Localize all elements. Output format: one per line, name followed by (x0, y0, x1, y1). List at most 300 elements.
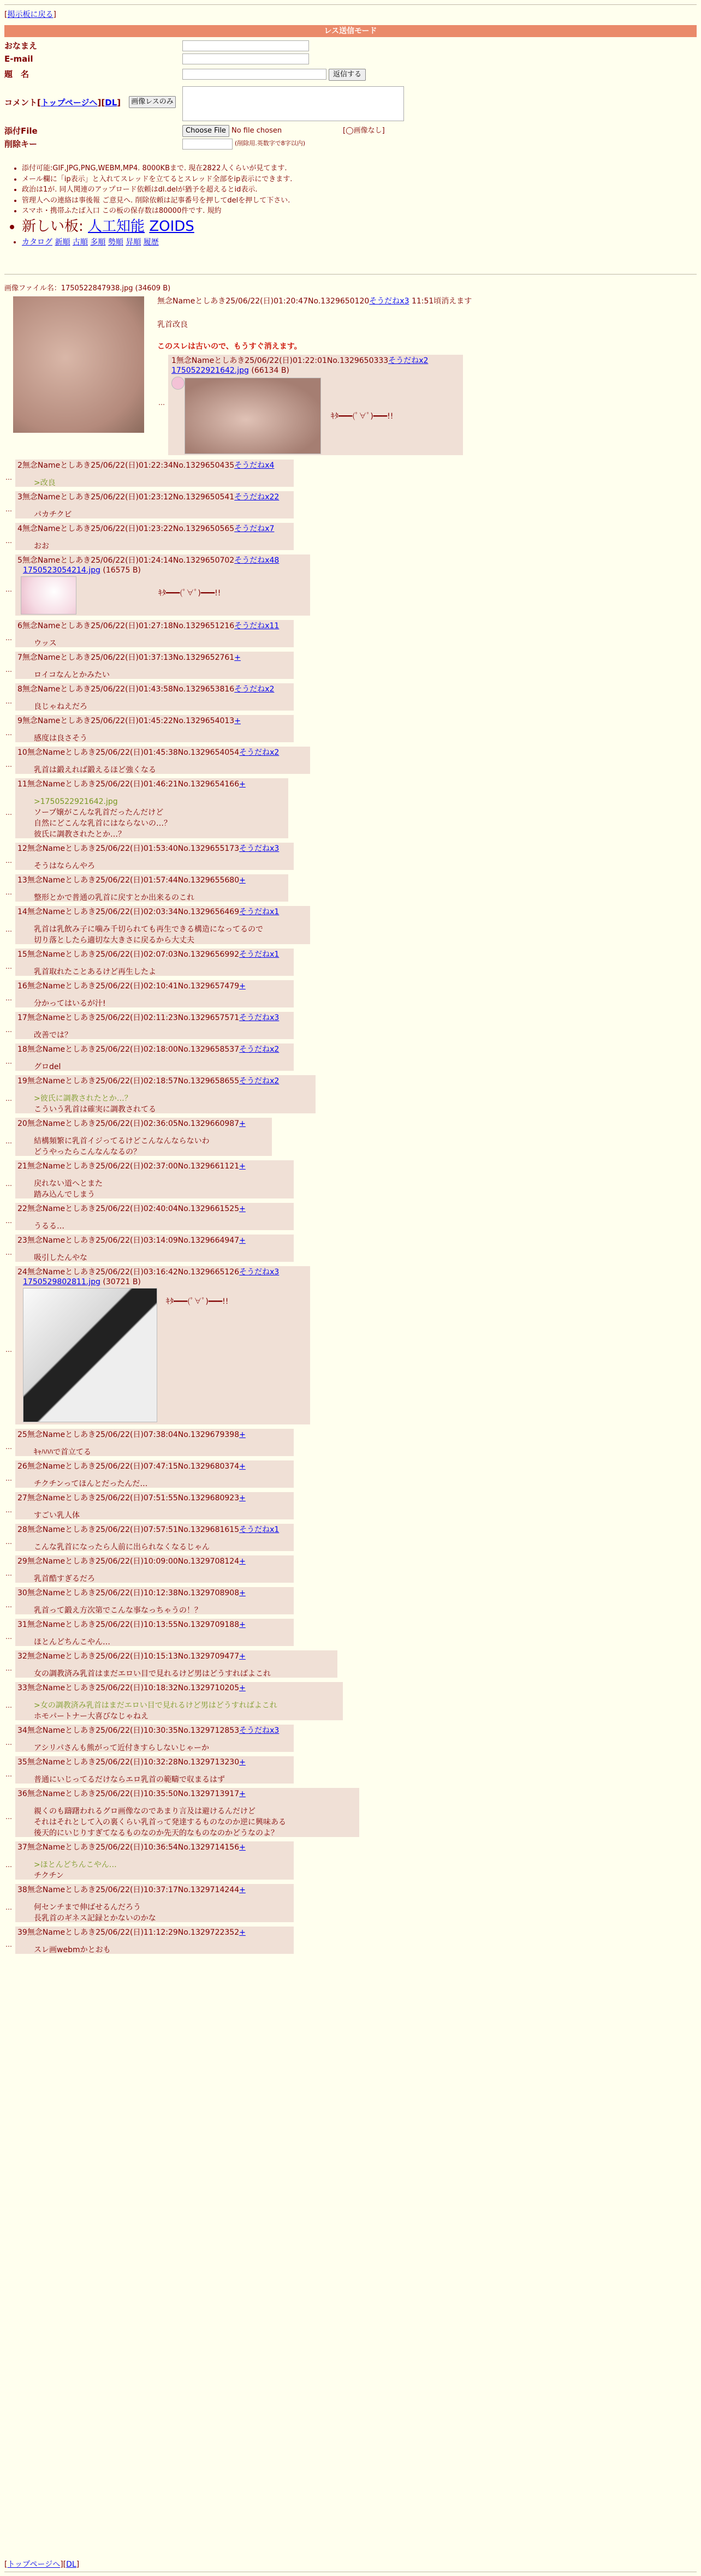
reply-file (23, 1277, 141, 1287)
reply-header-text: 21無念Nameとしあき25/06/22(日)02:37:00No.1329661121 (17, 1162, 240, 1171)
reply-header-text: 15無念Nameとしあき25/06/22(日)02:07:03No.1329656992 (17, 950, 240, 959)
sodane-button[interactable]: そうだねx11 (234, 622, 280, 630)
reply-header (17, 1557, 246, 1567)
reply-header-text: 38無念Nameとしあき25/06/22(日)10:37:17No.1329714244 (17, 1886, 240, 1894)
reply-dots: … (5, 926, 12, 933)
submit-button[interactable]: 返信する (329, 69, 366, 81)
reply-file-link[interactable]: 1750529802811.jpg (23, 1278, 100, 1286)
bottom-top-link[interactable]: トップページへ (7, 2560, 61, 2569)
reply-dots: … (5, 1137, 12, 1145)
sodane-button[interactable]: そうだねx3 (239, 844, 280, 853)
reply-header-text: 4無念Nameとしあき25/06/22(日)01:23:22No.1329650565 (17, 524, 235, 533)
sodane-button[interactable]: + (234, 717, 241, 725)
reply-text: 戻れない道へとまた (34, 1179, 103, 1188)
reply-dots: … (5, 1665, 12, 1672)
sodane-button[interactable]: + (239, 1589, 246, 1597)
reply-header (17, 1430, 246, 1440)
reply-dots: … (5, 1861, 12, 1869)
reply-header-text: 25無念Nameとしあき25/06/22(日)07:38:04No.1329679398 (17, 1430, 240, 1439)
reply-text: スレ画webmかとおも (34, 1946, 111, 1954)
reply-dots: … (5, 1217, 12, 1225)
reply-text: 乳首取れたことあるけど再生したよ (34, 968, 156, 976)
image-res-button[interactable]: 画像レスのみ (129, 96, 176, 108)
no-image-checkbox[interactable]: ◯ (346, 127, 354, 135)
reply-23 (15, 1235, 294, 1262)
sodane-button[interactable]: + (239, 1684, 246, 1692)
reply-dots: … (5, 505, 12, 513)
reply-text: ｷｬﾊﾊﾊで首立てる (34, 1448, 91, 1457)
delkey-note: (削除用.英数字で8字以内) (235, 140, 306, 147)
reply-dots: … (5, 1941, 12, 1948)
reply-header (17, 1236, 246, 1246)
comment-textarea[interactable] (182, 86, 404, 121)
reply-file (23, 565, 141, 576)
reply-dots: … (5, 857, 12, 864)
reply-21 (15, 1160, 294, 1198)
reply-text: 良じゃねえだろ (34, 702, 87, 711)
reply-text: ｷﾀ━━━(ﾟ∀ﾟ)━━━!! (158, 589, 221, 598)
sodane-button[interactable]: そうだねx2 (239, 1077, 280, 1086)
sodane-button[interactable]: そうだねx1 (239, 908, 280, 916)
sodane-button[interactable]: + (239, 876, 246, 885)
reply-image[interactable] (23, 1288, 157, 1422)
reply-header-text: 3無念Nameとしあき25/06/22(日)01:23:12No.1329650541 (17, 493, 235, 502)
sodane-button[interactable]: + (239, 1620, 246, 1629)
reply-22 (15, 1203, 294, 1230)
reply-image[interactable] (21, 576, 76, 615)
sodane-button[interactable]: + (239, 1843, 246, 1852)
reply-header-text: 2無念Nameとしあき25/06/22(日)01:22:34No.1329650435 (17, 461, 235, 470)
quote-line: >1750522921642.jpg (34, 797, 118, 806)
op-header (157, 296, 472, 307)
op-filename: 画像ファイル名：1750522847938.jpg (4, 284, 133, 293)
rule-item: • 添付可能:GIF,JPG,PNG,WEBM,MP4. 8000KBまで. 現在2822人くらいが見てます. (22, 164, 622, 174)
reply-file-size: (16575 B) (100, 566, 141, 575)
expire-text: 11:51頃消えます (411, 297, 472, 306)
sort-link[interactable]: 昇順 (126, 237, 141, 247)
reply-dots: … (5, 1633, 12, 1641)
reply-text: 整形とかで普通の乳首に戻すとか出来るのこれ (34, 893, 194, 902)
reply-text: おお (34, 542, 49, 551)
reply-header (17, 1620, 246, 1630)
reply-1-image[interactable] (185, 378, 321, 454)
reply-dots: … (5, 1346, 12, 1353)
reply-header (17, 524, 274, 534)
reply-header-text: 28無念Nameとしあき25/06/22(日)07:57:51No.1329681615 (17, 1525, 240, 1534)
comment-label-text: コメント (4, 98, 38, 108)
reply-dots: … (5, 761, 12, 768)
reply-header (17, 1525, 279, 1535)
reply-text: ソープ嬢がこんな乳首だったんだけど (34, 808, 164, 817)
reply-header-text: 30無念Nameとしあき25/06/22(日)10:12:38No.1329708908 (17, 1589, 240, 1597)
top-divider (4, 4, 697, 5)
reply-text: ｷﾀ━━━(ﾟ∀ﾟ)━━━!! (331, 412, 394, 421)
mode-bar: レス送信モード (4, 25, 697, 37)
reply-header (17, 1683, 246, 1694)
reply-header-text: 31無念Nameとしあき25/06/22(日)10:13:55No.1329709188 (17, 1620, 240, 1629)
reply-5 (15, 554, 310, 616)
reply-header-text: 14無念Nameとしあき25/06/22(日)02:03:34No.1329656469 (17, 908, 240, 916)
old-thread-warning: このスレは古いので、もうすぐ消えます。 (157, 342, 302, 351)
reply-text: ほとんどちんこやん… (34, 1638, 110, 1647)
sodane-button[interactable]: + (239, 1204, 246, 1213)
sort-link[interactable]: 多順 (90, 237, 106, 247)
reply-header-text: 34無念Nameとしあき25/06/22(日)10:30:35No.1329712853 (17, 1726, 240, 1735)
reply-9 (15, 715, 294, 742)
name-label: おなまえ (4, 41, 38, 51)
reply-dots: … (5, 889, 12, 896)
reply-header (17, 844, 279, 854)
reply-2 (15, 460, 294, 487)
reply-header (17, 748, 279, 758)
sodane-button[interactable]: そうだねx3 (239, 1726, 280, 1735)
reply-header (17, 1928, 246, 1938)
reply-header (17, 875, 246, 886)
sodane-button[interactable]: + (239, 1430, 246, 1439)
top-nav: [掲示板に戻る] (4, 10, 56, 19)
reply-header (17, 492, 279, 503)
email-label: E-mail (4, 54, 33, 64)
reply-file-link[interactable]: 1750523054214.jpg (23, 566, 100, 575)
choose-file-button[interactable]: Choose File (182, 125, 229, 137)
reply-text: 踏み込んでしまう (34, 1190, 95, 1199)
reply-13 (15, 874, 288, 902)
reply-15 (15, 949, 294, 976)
reply-dots: … (5, 586, 12, 593)
reply-text: 普通にいじってるだけならエロ乳首の範疇で収まるはず (34, 1775, 225, 1784)
reply-dots: … (5, 1739, 12, 1746)
new-board-prefix: 新しい板: (22, 218, 84, 235)
reply-25 (15, 1429, 294, 1456)
op-header-text: 無念Nameとしあき25/06/22(日)01:20:47No.1329650120 (157, 297, 370, 306)
reply-header (17, 1493, 246, 1504)
sodane-button[interactable]: そうだねx3 (369, 297, 409, 306)
reply-header-text: 33無念Nameとしあき25/06/22(日)10:18:32No.1329710205 (17, 1684, 240, 1692)
reply-header (17, 684, 274, 695)
reply-header-text: 16無念Nameとしあき25/06/22(日)02:10:41No.1329657479 (17, 982, 240, 991)
reply-header-text: 22無念Nameとしあき25/06/22(日)02:40:04No.1329661525 (17, 1204, 240, 1213)
delkey-label: 削除キー (4, 139, 38, 149)
reply-dots: … (5, 1026, 12, 1034)
reply-text: そうはならんやろ (34, 862, 95, 870)
post-form (4, 40, 697, 155)
reply-dots: … (5, 1058, 12, 1065)
reply-dots: … (5, 1570, 12, 1577)
reply-text: 彼氏に調教されたとか…？ (34, 830, 126, 839)
reply-text: 結構頻繁に乳首イジってるけどこんなんならないわ (34, 1137, 210, 1146)
reply-dots: … (5, 1180, 12, 1188)
reply-header-text: 20無念Nameとしあき25/06/22(日)02:36:05No.1329660987 (17, 1119, 240, 1128)
new-board-link[interactable]: 人工知能 (88, 218, 145, 235)
reply-30 (15, 1587, 294, 1614)
sodane-button[interactable]: そうだねx4 (234, 461, 275, 470)
reply-header (17, 716, 241, 726)
reply-4 (15, 523, 294, 550)
op-filesize: (34609 B) (135, 284, 171, 293)
sodane-button[interactable]: + (239, 1462, 246, 1471)
sort-link[interactable]: 勢順 (108, 237, 123, 247)
no-file-text: No file chosen (231, 127, 282, 135)
reply-header-text: 17無念Nameとしあき25/06/22(日)02:11:23No.1329657571 (17, 1013, 240, 1022)
reply-text: 自然にどこんな乳首にはならないの…？ (34, 819, 171, 828)
reply-header (17, 1045, 279, 1055)
reply-dots: … (5, 634, 12, 642)
reply-dots: … (5, 1475, 12, 1482)
sodane-button[interactable]: + (239, 982, 246, 991)
reply-39 (15, 1927, 294, 1954)
reply-text: こんな乳首になったら人前に出られなくなるじゃん (34, 1543, 210, 1552)
reply-dots: … (5, 1538, 12, 1546)
reply-11 (15, 778, 288, 838)
reply-dots: … (5, 1506, 12, 1514)
reply-header (17, 1588, 246, 1599)
reply-header (17, 1757, 246, 1768)
reply-file-size: (66134 B) (251, 366, 289, 375)
sodane-button[interactable]: + (234, 653, 241, 662)
reply-text: グロdel (34, 1063, 61, 1071)
reply-header-text: 26無念Nameとしあき25/06/22(日)07:47:15No.1329680374 (17, 1462, 240, 1471)
history-link[interactable]: 履歴 (143, 237, 159, 247)
reply-text: それはそれとして入の裏くらい乳首って発達するものなのか逆に興味ある (34, 1818, 286, 1827)
catalog-links (22, 237, 622, 248)
reply-header (17, 1013, 279, 1023)
reply-17 (15, 1012, 294, 1039)
catalog-link[interactable]: カタログ (22, 237, 52, 247)
reply-header (17, 1161, 246, 1172)
sodane-button[interactable]: そうだねx2 (239, 748, 280, 757)
reply-header-text: 1無念Nameとしあき25/06/22(日)01:22:01No.1329650333 (171, 356, 389, 365)
quote-line: >ほとんどちんこやん… (34, 1861, 117, 1869)
sodane-button[interactable]: + (239, 1928, 246, 1937)
reply-header-text: 18無念Nameとしあき25/06/22(日)02:18:00No.1329658537 (17, 1045, 240, 1054)
reply-header (17, 1462, 246, 1472)
reply-header-text: 6無念Nameとしあき25/06/22(日)01:27:18No.1329651216 (17, 622, 235, 630)
reply-text: 乳首酷すぎるだろ (34, 1575, 95, 1583)
reply-10 (15, 747, 310, 774)
sodane-button[interactable]: + (239, 1236, 246, 1245)
delkey-input[interactable] (182, 139, 233, 150)
reply-text: 乳首って鍛え方次第でこんな事なっちゃうの！？ (34, 1606, 202, 1615)
sodane-button[interactable]: + (239, 1886, 246, 1894)
reply-header (17, 1076, 279, 1087)
reply-16 (15, 980, 294, 1007)
reply-1 (168, 355, 463, 455)
reply-header (171, 356, 428, 366)
reply-dots: … (5, 666, 12, 673)
reply-38 (15, 1884, 294, 1922)
no-image-label: 画像なし (353, 127, 382, 135)
reply-header (17, 1789, 246, 1799)
reply-file-link[interactable]: 1750522921642.jpg (171, 366, 249, 375)
reply-dots: … (5, 994, 12, 1002)
reply-text: パカチクビ (34, 510, 72, 519)
sodane-button[interactable]: そうだねx2 (239, 1045, 280, 1054)
file-label: 添付File (4, 126, 38, 136)
sodane-button[interactable]: そうだねx7 (234, 524, 275, 533)
reply-header-text: 39無念Nameとしあき25/06/22(日)11:12:29No.1329722352 (17, 1928, 240, 1937)
reply-28 (15, 1524, 294, 1551)
sodane-button[interactable]: そうだねx22 (234, 493, 280, 502)
reply-dots: … (5, 1770, 12, 1778)
sodane-button[interactable]: + (239, 1162, 246, 1171)
reply-dots: … (5, 963, 12, 970)
reply-text: ロイコなんとかみたい (34, 671, 110, 679)
reply-26 (15, 1460, 294, 1488)
reply-header (17, 653, 241, 663)
reply-7 (15, 652, 294, 679)
sodane-button[interactable]: そうだねx1 (239, 1525, 280, 1534)
reply-header (17, 621, 279, 631)
sodane-button[interactable]: + (239, 1790, 246, 1798)
reply-header (17, 1267, 279, 1278)
reply-18 (15, 1043, 294, 1071)
reply-text: ｷﾀ━━━(ﾟ∀ﾟ)━━━!! (166, 1297, 229, 1306)
reply-header-text: 12無念Nameとしあき25/06/22(日)01:53:40No.1329655173 (17, 844, 240, 853)
op-fileinfo (4, 284, 170, 294)
subject-input[interactable] (182, 69, 326, 80)
avatar-icon (171, 377, 185, 390)
reply-text: ウッス (34, 639, 57, 648)
reply-text: チクチン (34, 1871, 64, 1880)
reply-dots: … (158, 399, 165, 407)
reply-header-text: 5無念Nameとしあき25/06/22(日)01:24:14No.1329650702 (17, 556, 235, 565)
reply-header-text: 19無念Nameとしあき25/06/22(日)02:18:57No.1329658655 (17, 1077, 240, 1086)
bottom-nav: [トップページへ][DL] (4, 2560, 80, 2569)
reply-text: 女の調教済み乳首はまだエロい目で見れるけど男はどうすればよこれ (34, 1669, 271, 1678)
reply-text: 親くのも躊躇われるグロ画像なのであまり言及は避けるんだけど (34, 1807, 256, 1816)
reply-header-text: 10無念Nameとしあき25/06/22(日)01:45:38No.1329654054 (17, 748, 240, 757)
sodane-button[interactable]: そうだねx48 (234, 556, 280, 565)
reply-file (171, 366, 289, 376)
sodane-button[interactable]: そうだねx2 (234, 685, 275, 694)
op-text: 乳首改良 (157, 320, 188, 329)
reply-3 (15, 491, 294, 518)
quote-line: >改良 (34, 479, 56, 487)
reply-text: ホモパートナー大喜びなじゃねえ (34, 1712, 148, 1721)
reply-header-text: 27無念Nameとしあき25/06/22(日)07:51:55No.1329680923 (17, 1494, 240, 1502)
sort-link[interactable]: 古順 (72, 237, 88, 247)
reply-8 (15, 683, 294, 711)
reply-20 (15, 1118, 272, 1156)
sodane-button[interactable]: + (239, 1494, 246, 1502)
reply-24 (15, 1266, 310, 1424)
reply-19 (15, 1075, 316, 1113)
top-page-link[interactable]: トップページへ (40, 98, 98, 108)
op-image[interactable] (13, 296, 144, 433)
reply-header (17, 1119, 246, 1129)
reply-31 (15, 1619, 294, 1646)
reply-dots: … (5, 474, 12, 481)
sodane-button[interactable]: + (239, 1119, 246, 1128)
reply-text: アシリパさんも熊がって近付きすらしないじゃーか (34, 1744, 210, 1752)
reply-text: 吸引したんやな (34, 1254, 87, 1262)
subject-label: 題 名 (4, 69, 29, 79)
reply-header-text: 24無念Nameとしあき25/06/22(日)03:16:42No.1329665126 (17, 1268, 240, 1277)
reply-34 (15, 1725, 294, 1752)
reply-file-size: (30721 B) (100, 1278, 141, 1286)
reply-14 (15, 906, 310, 944)
sodane-button[interactable]: + (239, 1652, 246, 1661)
reply-text: すごい乳人体 (34, 1511, 80, 1520)
reply-text: 長乳首のギネス記録とかないのかな (34, 1914, 156, 1923)
name-input[interactable] (182, 40, 309, 51)
reply-header-text: 13無念Nameとしあき25/06/22(日)01:57:44No.1329655680 (17, 876, 240, 885)
reply-text: うるる… (34, 1222, 64, 1231)
reply-dots: … (5, 1813, 12, 1821)
quote-line: >彼氏に調教されたとか…？ (34, 1094, 132, 1103)
sodane-button[interactable]: そうだねx3 (239, 1268, 280, 1277)
reply-6 (15, 620, 294, 647)
reply-header-text: 9無念Nameとしあき25/06/22(日)01:45:22No.1329654013 (17, 717, 235, 725)
reply-header-text: 37無念Nameとしあき25/06/22(日)10:36:54No.1329714156 (17, 1843, 240, 1852)
reply-header (17, 779, 246, 790)
reply-text: 乳首は乳飲み子に噛み千切られても再生できる構造になってるので (34, 925, 263, 934)
dl-link[interactable]: DL (105, 98, 117, 108)
sodane-button[interactable]: そうだねx1 (239, 950, 280, 959)
reply-dots: … (5, 1702, 12, 1709)
rule-item: • 政治は1が. 同人関連のアップロード依頼はdl.delが猶予を超えるとid表示. (22, 185, 622, 195)
back-link[interactable]: 掲示板に戻る (7, 10, 54, 19)
no-image-option[interactable]: [◯画像なし] (343, 127, 385, 135)
reply-12 (15, 843, 294, 870)
reply-header (17, 1726, 279, 1736)
reply-dots: … (5, 1904, 12, 1911)
sodane-button[interactable]: + (239, 780, 246, 789)
reply-text: 何センチまで伸ばせるんだろう (34, 1903, 141, 1912)
reply-header-text: 8無念Nameとしあき25/06/22(日)01:43:58No.1329653816 (17, 685, 235, 694)
thread-divider (4, 274, 697, 275)
rule-item: • 管理人への連絡は事後報 ご意見へ. 削除依頼は記事番号を押してdelを押して下さい. (22, 196, 622, 206)
sodane-button[interactable]: そうだねx2 (388, 356, 429, 365)
new-board-link[interactable]: ZOIDS (149, 218, 194, 235)
reply-header (17, 1204, 246, 1214)
reply-text: 感度は良さそう (34, 734, 87, 743)
reply-dots: … (5, 1601, 12, 1609)
rule-item: • スマホ・携帯ふたば入口 この板の保存数は80000件です. 規約 (22, 206, 622, 216)
email-input[interactable] (182, 53, 309, 64)
new-board (22, 217, 622, 236)
reply-header-text: 29無念Nameとしあき25/06/22(日)10:09:00No.1329708124 (17, 1557, 240, 1566)
reply-header-text: 35無念Nameとしあき25/06/22(日)10:32:28No.1329713230 (17, 1758, 240, 1767)
reply-dots: … (5, 537, 12, 545)
bottom-dl-link[interactable]: DL (66, 2560, 76, 2569)
reply-text: 後天的にいじりすぎてなるものなのか先天的なものなのかどうなのよ？ (34, 1829, 278, 1838)
reply-header (17, 1885, 246, 1895)
sodane-button[interactable]: + (239, 1557, 246, 1566)
reply-32 (15, 1650, 337, 1678)
reply-dots: … (5, 697, 12, 705)
reply-text: 分かってはいるが汁! (34, 999, 106, 1008)
sort-link[interactable]: 新順 (55, 237, 70, 247)
rules-list (22, 164, 622, 249)
reply-text: 改善では？ (34, 1031, 72, 1040)
reply-header (17, 1651, 246, 1662)
sodane-button[interactable]: そうだねx3 (239, 1013, 280, 1022)
reply-header (17, 1842, 246, 1853)
reply-dots: … (5, 729, 12, 737)
reply-35 (15, 1756, 294, 1784)
reply-29 (15, 1555, 294, 1583)
reply-37 (15, 1841, 294, 1880)
sodane-button[interactable]: + (239, 1758, 246, 1767)
reply-header-text: 23無念Nameとしあき25/06/22(日)03:14:09No.1329664947 (17, 1236, 240, 1245)
reply-text: 乳首は鍛えれば鍛えるほど強くなる (34, 766, 156, 774)
reply-dots: … (5, 809, 12, 816)
reply-dots: … (5, 1249, 12, 1256)
reply-header-text: 7無念Nameとしあき25/06/22(日)01:37:13No.1329652761 (17, 653, 235, 662)
reply-33 (15, 1682, 343, 1720)
reply-text: こういう乳首は確実に調教されてる (34, 1105, 156, 1114)
